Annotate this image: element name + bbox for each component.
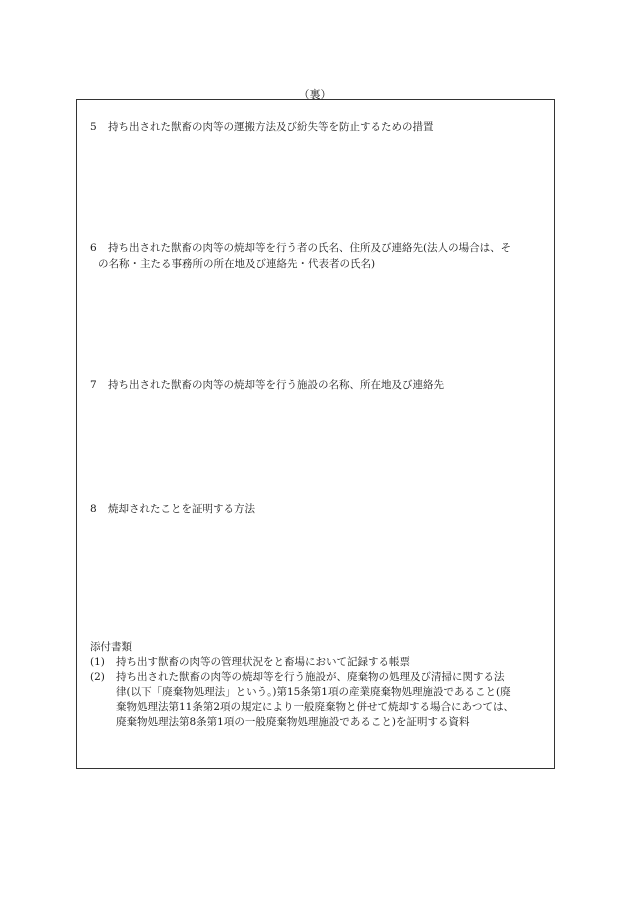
section-heading: 持ち出された獣畜の肉等の焼却等を行う者の氏名、住所及び連絡先(法人の場合は、そ bbox=[108, 242, 512, 254]
attachment-item bbox=[90, 670, 552, 730]
attachment-line: 持ち出された獣畜の肉等の焼却等を行う施設が、廃棄物の処理及び清掃に関する法 bbox=[116, 671, 505, 683]
attachments-block bbox=[90, 640, 552, 730]
section-number: 6 bbox=[90, 242, 97, 254]
section-heading: 焼却されたことを証明する方法 bbox=[108, 503, 255, 515]
attachment-line: 廃棄物処理法第8条第1項の一般廃棄物処理施設であること)を証明する資料 bbox=[116, 716, 470, 728]
section-8 bbox=[90, 501, 550, 517]
section-heading-continuation: の名称・主たる事務所の所在地及び連絡先・代表者の氏名) bbox=[98, 258, 376, 270]
section-7 bbox=[90, 377, 550, 393]
attachments-title: 添付書類 bbox=[90, 641, 132, 653]
attachment-line: 持ち出す獣畜の肉等の管理状況をと畜場において記録する帳票 bbox=[116, 656, 410, 668]
page-side-label: （裏） bbox=[298, 88, 332, 101]
attachment-number: (2) bbox=[90, 671, 105, 683]
section-number: 8 bbox=[90, 503, 97, 515]
attachment-number: (1) bbox=[90, 656, 105, 668]
attachment-line: 棄物処理法第11条第2項の規定により一般廃棄物と併せて焼却する場合にあつては、 bbox=[116, 701, 515, 713]
form-frame bbox=[76, 99, 555, 769]
section-heading: 持ち出された獣畜の肉等の焼却等を行う施設の名称、所在地及び連絡先 bbox=[108, 379, 444, 391]
section-number: 7 bbox=[90, 379, 97, 391]
section-heading: 持ち出された獣畜の肉等の運搬方法及び紛失等を防止するための措置 bbox=[108, 121, 434, 133]
attachment-item bbox=[90, 655, 552, 670]
section-number: 5 bbox=[90, 121, 97, 133]
section-6 bbox=[90, 240, 550, 272]
attachment-line: 律(以下「廃棄物処理法」という。)第15条第1項の産業廃棄物処理施設であること(廃 bbox=[116, 686, 511, 698]
section-5 bbox=[90, 119, 550, 135]
